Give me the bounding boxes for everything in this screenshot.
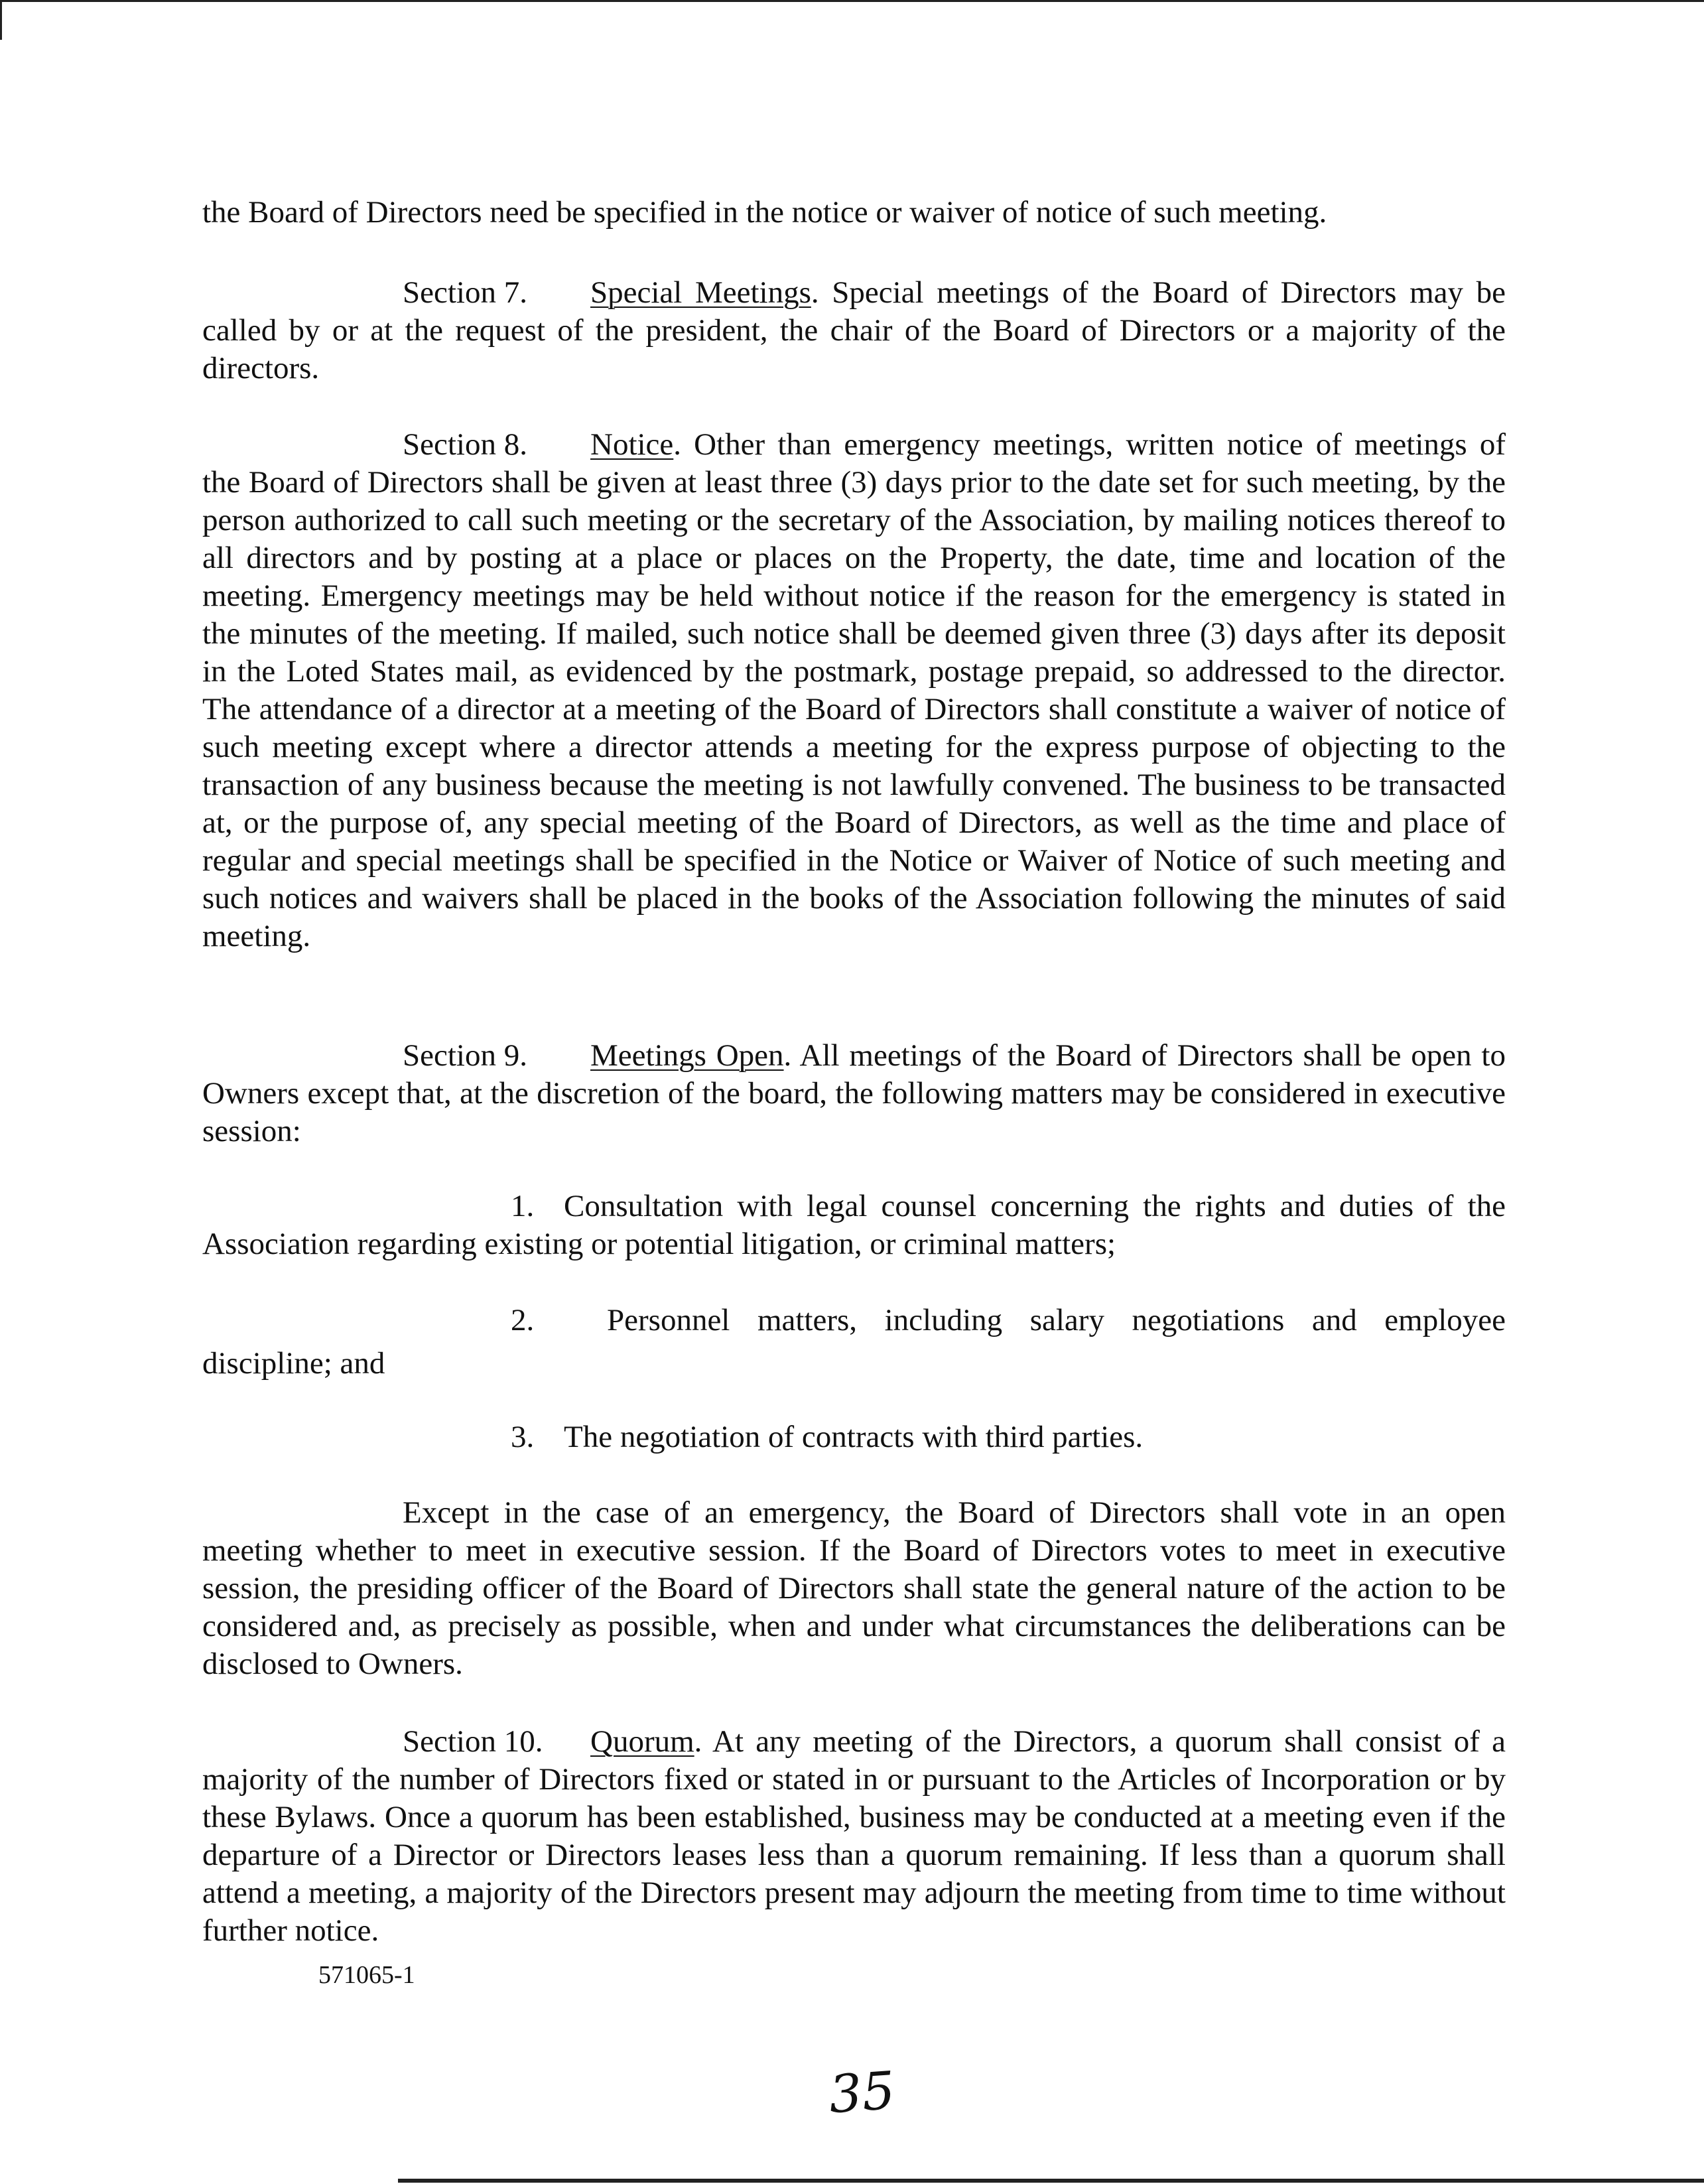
section-8-text: . Other than emergency meetings, written notice of meetings of the Board of Directors shall be given at least three (3) days prior to the date set for such meeting, by the person authorized to call such meeting or the secretary of the Association, by mailing notices thereof to all directors and by posting at a place or places on the Property, the date, time and location of the meeting. Emergency meetings may be held without notice if the reason for the emergency is stated in the minutes of the meeting. If mailed, such notice shall be deemed given three (3) days after its deposit in the Loted States mail, as evidenced by the postmark, postage prepaid, so addressed to the director. The attendance of a director at a meeting of the Board of Directors shall constitute a waiver of notice of such meeting except where a director attends a meeting for the express purpose of objecting to the transaction of any business because the meeting is not lawfully convened. The business to be transacted at, or the purpose of, any special meeting of the Board of Directors, as well as the time and place of regular and special meetings shall be specified in the Notice or Waiver of Notice of such meeting and such notices and waivers shall be placed in the books of the Association following the minutes of said meeting. [202, 427, 1506, 953]
section-10-text: . At any meeting of the Directors, a quorum shall consist of a majority of the number of Directors fixed or stated in or pursuant to the Articles of Incorporation or by these Bylaws. Once a quorum has been established, business may be conducted at a meeting even if the departure of a Director or Directors leases less than a quorum remaining. If less than a quorum shall attend a meeting, a majority of the Directors present may adjourn the meeting from time to time without further notice. [202, 1724, 1506, 1948]
section-7-paragraph [202, 274, 1506, 387]
section-9-text: . All meetings of the Board of Directors shall be open to Owners except that, at the discretion of the board, the following matters may be considered in executive session: [202, 1038, 1506, 1148]
section-9-item-2 [202, 1302, 1506, 1383]
section-7-text: . Special meetings of the Board of Directors may be called by or at the request of the president, the chair of the Board of Directors or a majority of the directors. [202, 275, 1506, 385]
item-3-number: 3. [511, 1420, 535, 1454]
section-7-number: Section 7. [403, 275, 527, 310]
document-number: 571065-1 [318, 1961, 415, 1989]
section-10-number: Section 10. [403, 1724, 543, 1759]
item-1-number: 1. [511, 1189, 535, 1223]
section-10-paragraph [202, 1723, 1506, 1950]
opening-line-text: the Board of Directors need be specified in the notice or waiver of notice of such meeting. [202, 195, 1327, 230]
item-2-second-line: discipline; and [202, 1346, 385, 1381]
handwritten-page-number: 35 [826, 2061, 897, 2126]
section-9-number: Section 9. [403, 1038, 527, 1073]
section-10-heading: Quorum [590, 1724, 694, 1759]
scan-edge-top [0, 0, 1704, 2]
opening-paragraph [202, 194, 1506, 232]
item-2-number: 2. [511, 1303, 535, 1337]
section-7-heading: Special Meetings [590, 275, 811, 310]
section-9-item-3 [202, 1418, 1506, 1456]
section-9-paragraph [202, 1037, 1506, 1150]
item-2-first-line [202, 1302, 1506, 1339]
section-8-number: Section 8. [403, 427, 527, 462]
scan-edge-left [0, 0, 2, 40]
item-1-text: Consultation with legal counsel concerning the rights and duties of the Association regarding existing or potential litigation, or criminal matters; [202, 1189, 1506, 1261]
section-9-closing-text: Except in the case of an emergency, the Board of Directors shall vote in an open meeting whether to meet in executive session. If the Board of Directors votes to meet in executive session, the presiding officer of the Board of Directors shall state the general nature of the action to be considered and, as precisely as possible, when and under what circumstances the deliberations can be disclosed to Owners. [202, 1495, 1506, 1681]
section-9-closing-paragraph [202, 1494, 1506, 1683]
section-9-heading: Meetings Open [590, 1038, 784, 1073]
item-3-text: The negotiation of contracts with third parties. [564, 1420, 1144, 1454]
scan-edge-bottom [398, 2179, 1704, 2183]
section-9-item-1 [202, 1188, 1506, 1263]
section-8-heading: Notice [590, 427, 674, 462]
item-2-text-first: Personnel matters, including salary negotiations and employee [607, 1303, 1506, 1337]
section-8-paragraph [202, 426, 1506, 955]
